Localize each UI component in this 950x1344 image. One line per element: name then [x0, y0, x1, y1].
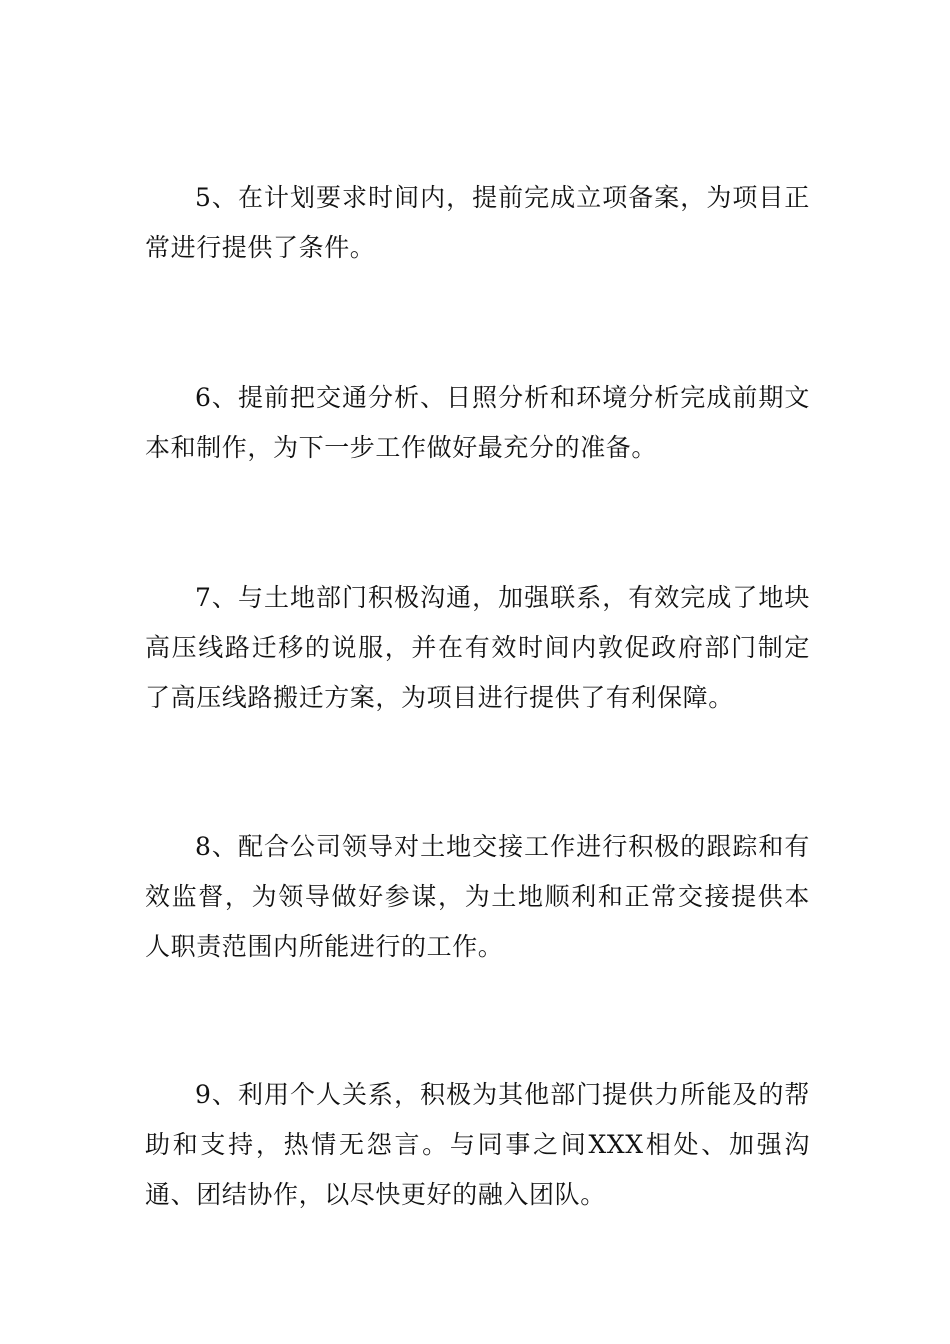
paragraph-item-5: 5、在计划要求时间内，提前完成立项备案，为项目正常进行提供了条件。 — [145, 183, 810, 262]
paragraph-item-7: 7、与土地部门积极沟通，加强联系，有效完成了地块高压线路迁移的说服，并在有效时间内敦促政府部门制定了高压线路搬迁方案，为项目进行提供了有利保障。 — [145, 583, 810, 712]
paragraph-item-6: 6、提前把交通分析、日照分析和环境分析完成前期文本和制作，为下一步工作做好最充分的准备。 — [145, 383, 810, 462]
paragraph-item-9: 9、利用个人关系，积极为其他部门提供力所能及的帮助和支持，热情无怨言。与同事之间XXX相处、加强沟通、团结协作，以尽快更好的融入团队。 — [145, 1080, 810, 1209]
paragraph-item-8: 8、配合公司领导对土地交接工作进行积极的跟踪和有效监督，为领导做好参谋，为土地顺利和正常交接提供本人职责范围内所能进行的工作。 — [145, 832, 810, 961]
